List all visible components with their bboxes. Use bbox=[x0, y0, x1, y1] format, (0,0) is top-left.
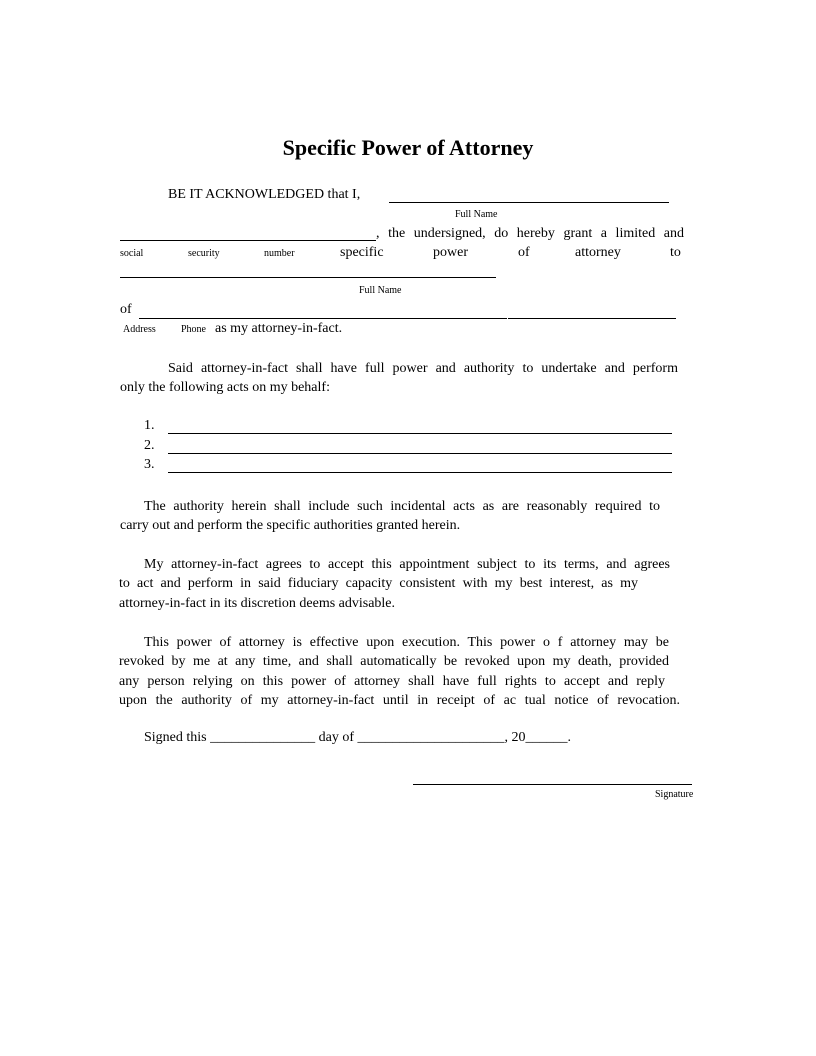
powers-paragraph bbox=[120, 359, 678, 398]
act-item-1-number: 1. bbox=[144, 418, 155, 433]
effective-line-3: any person relying on this power of attorney shall have full rights to accept and reply bbox=[119, 673, 665, 689]
effective-line-4: upon the authority of my attorney-in-fact until in receipt of ac tual notice of revocation. bbox=[119, 692, 680, 708]
of-prefix: of bbox=[120, 302, 132, 317]
powers-line-2: only the following acts on my behalf: bbox=[120, 380, 330, 396]
effective-paragraph bbox=[119, 633, 680, 710]
social-label: social bbox=[120, 248, 144, 259]
security-label: security bbox=[188, 248, 220, 259]
effective-line-2: revoked by me at any time, and shall automatically be revoked upon my death, provided bbox=[119, 654, 669, 670]
act-item-1-blank[interactable] bbox=[168, 433, 672, 434]
signature-blank[interactable] bbox=[413, 784, 692, 785]
attorney-name-blank[interactable] bbox=[120, 277, 496, 278]
to-word: to bbox=[670, 245, 681, 260]
attorney-word: attorney bbox=[575, 245, 621, 260]
acknowledgement-lead: BE IT ACKNOWLEDGED that I, bbox=[168, 187, 361, 202]
authority-paragraph bbox=[120, 497, 660, 536]
act-item-2-blank[interactable] bbox=[168, 453, 672, 454]
full-name-blank[interactable] bbox=[389, 202, 669, 203]
address-label: Address bbox=[123, 324, 156, 335]
phone-blank[interactable] bbox=[508, 318, 676, 319]
agreement-line-2: to act and perform in said fiduciary capacity consistent with my best interest, as my bbox=[119, 576, 638, 592]
phone-label: Phone bbox=[181, 324, 206, 335]
attorney-in-fact-text: as my attorney-in-fact. bbox=[215, 321, 343, 336]
full-name-label-2: Full Name bbox=[359, 285, 402, 296]
agreement-line-1: My attorney-in-fact agrees to accept this appointment subject to its terms, and agrees bbox=[144, 557, 670, 572]
signed-date-line: Signed this _______________ day of _____________________, 20______. bbox=[144, 730, 571, 745]
agreement-line-3: attorney-in-fact in its discretion deems advisable. bbox=[119, 595, 396, 611]
authority-line-2: carry out and perform the specific authorities granted herein. bbox=[120, 518, 461, 534]
act-item-3-blank[interactable] bbox=[168, 472, 672, 473]
effective-line-1: This power of attorney is effective upon execution. This power o f attorney may be bbox=[144, 635, 669, 650]
authority-line-1: The authority herein shall include such incidental acts as are reasonably required to bbox=[144, 499, 660, 514]
address-blank[interactable] bbox=[139, 318, 507, 319]
signature-label: Signature bbox=[655, 789, 694, 800]
act-item-3-number: 3. bbox=[144, 457, 155, 472]
powers-line-1: Said attorney-in-fact shall have full power and authority to undertake and perform bbox=[168, 361, 678, 376]
power-word: power bbox=[433, 245, 468, 260]
agreement-paragraph bbox=[119, 555, 670, 613]
of-word: of bbox=[518, 245, 530, 260]
number-label: number bbox=[264, 248, 295, 259]
full-name-label: Full Name bbox=[455, 209, 498, 220]
grant-text: , the undersigned, do hereby grant a limited and bbox=[376, 226, 684, 241]
specific-word: specific bbox=[340, 245, 384, 260]
act-item-2-number: 2. bbox=[144, 438, 155, 453]
page-title: Specific Power of Attorney bbox=[282, 135, 534, 160]
social-security-blank[interactable] bbox=[120, 240, 376, 241]
